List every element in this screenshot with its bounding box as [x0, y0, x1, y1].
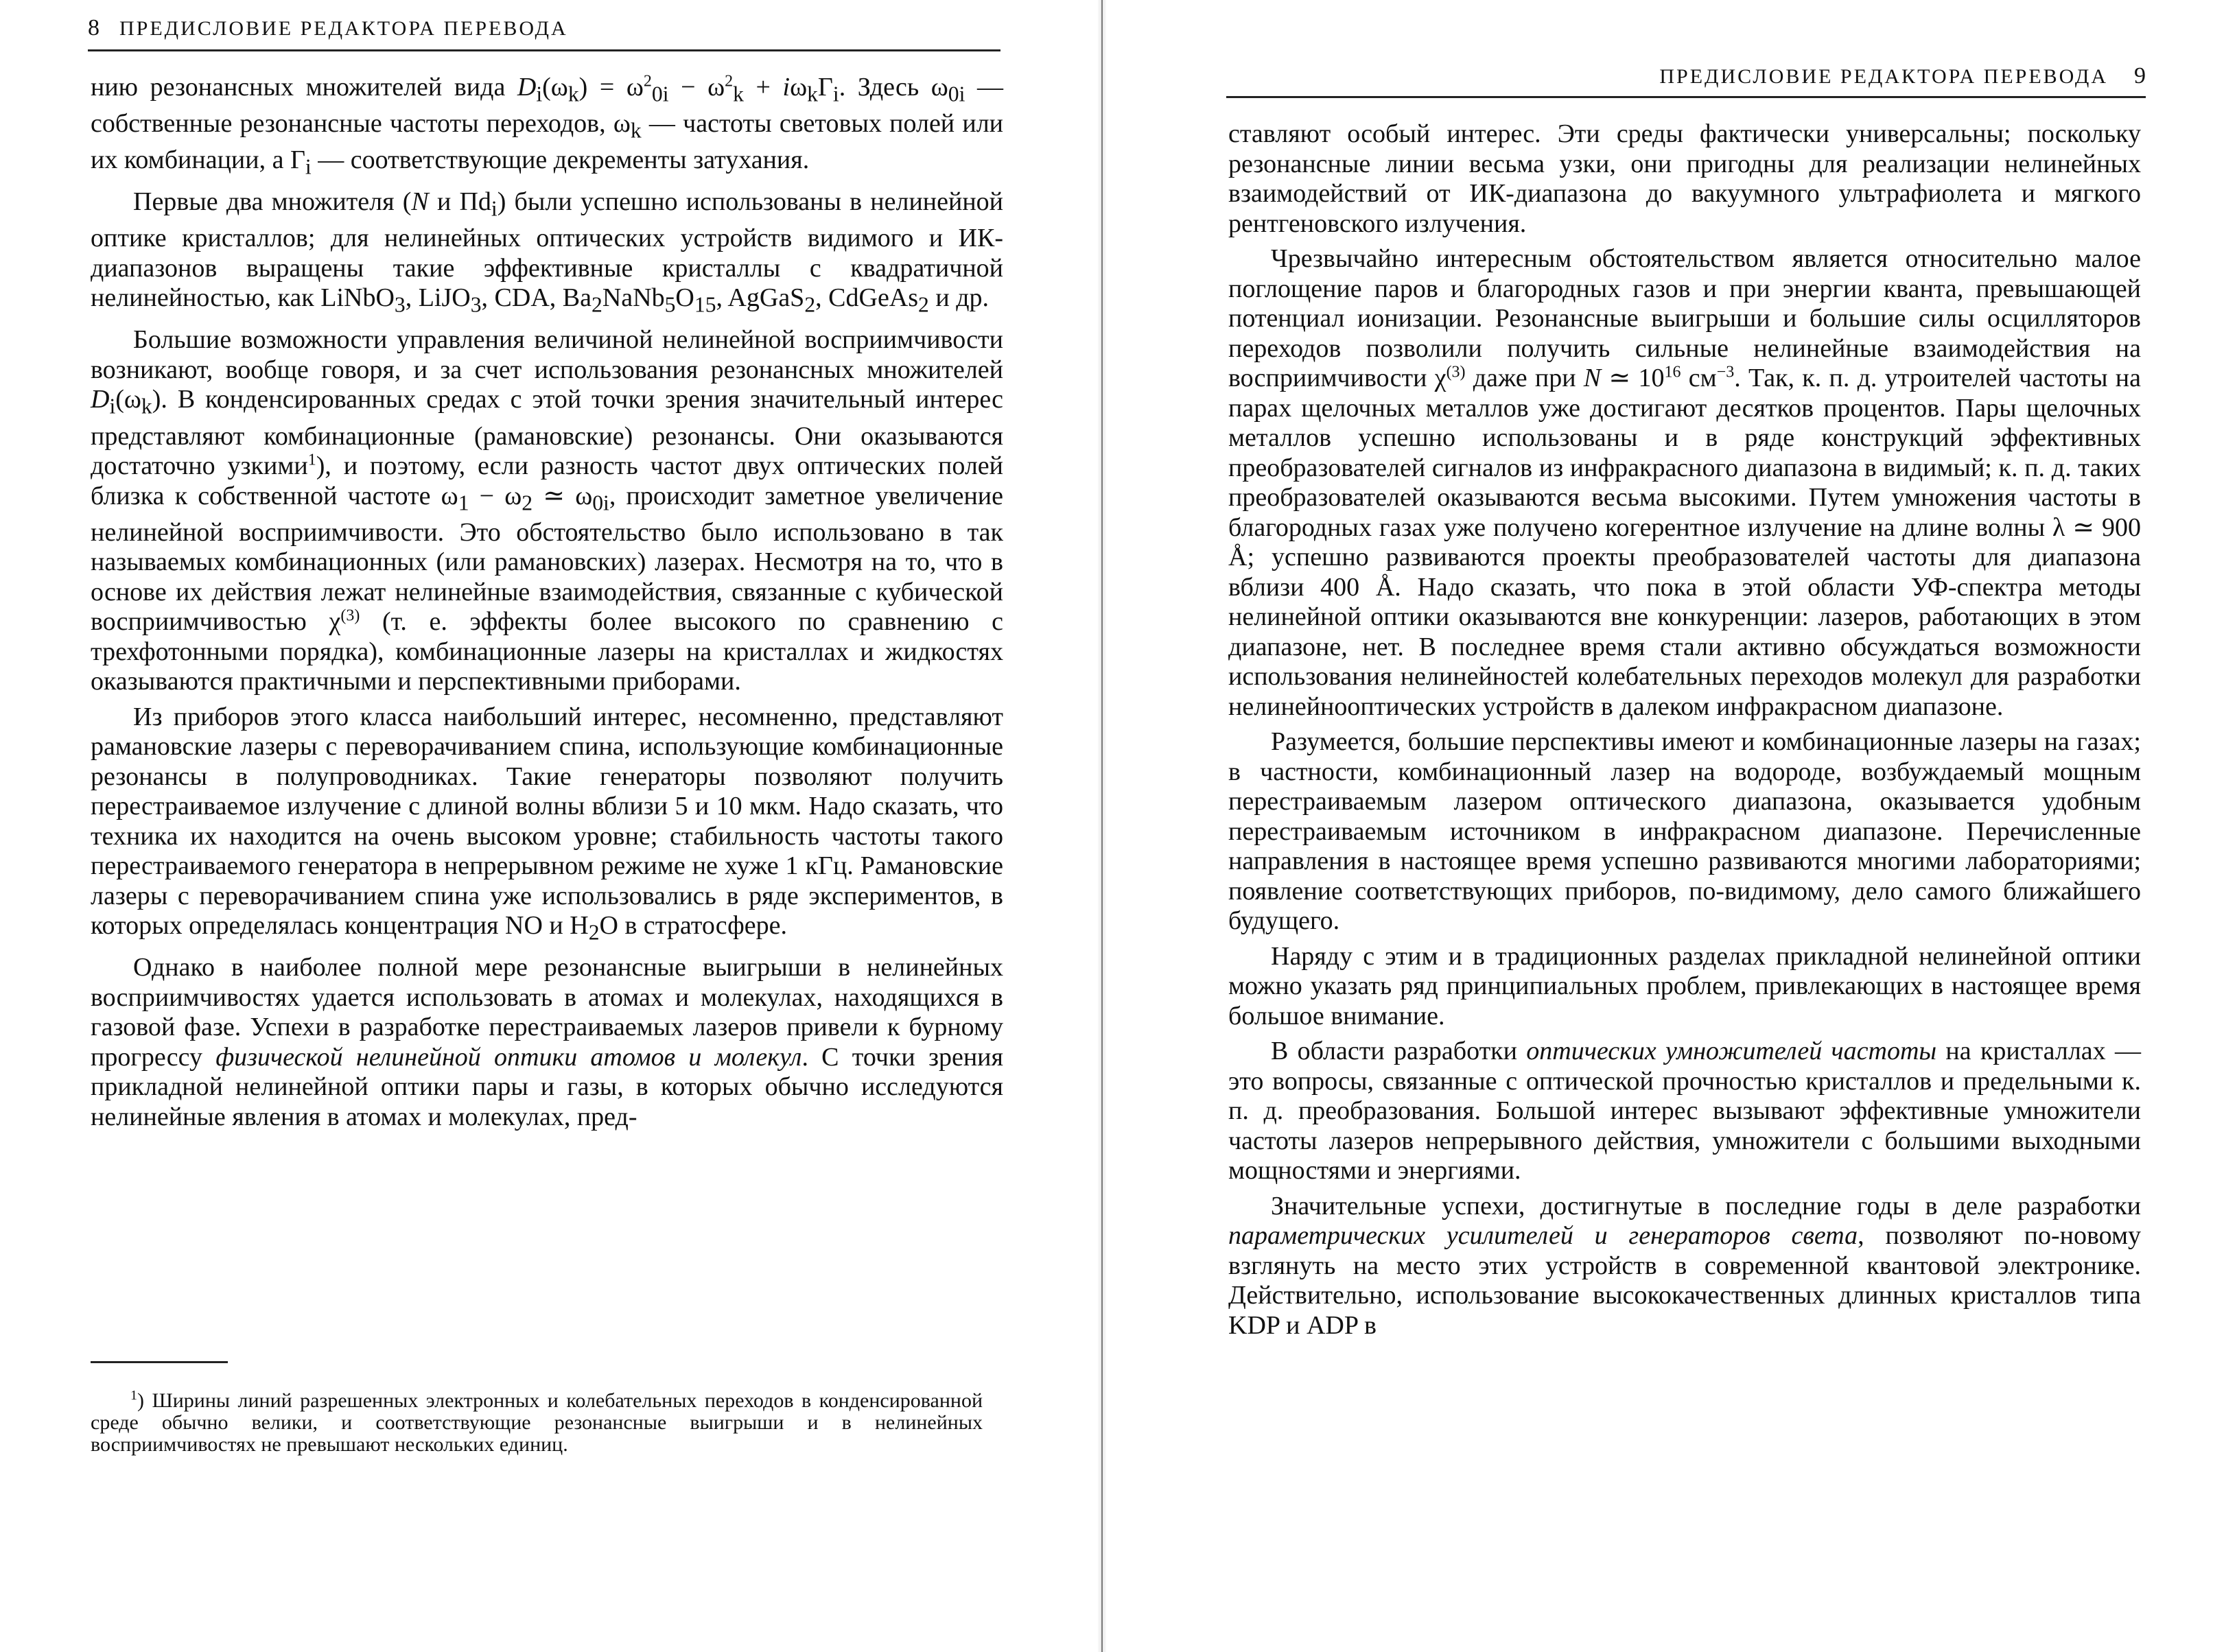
text-run: В области разработки [1271, 1037, 1527, 1065]
text-run: даже при [1465, 364, 1584, 392]
text-run: ) были успешно использованы в нелинейной оптике кристаллов; для нелинейных оптических устройств видимого и ИК-диапазонов выращены такие эффективные кристаллы с квадратичной нелинейностью, как LiNbO [91, 187, 1003, 313]
text-run: Большие возможности управления величиной нелинейной восприимчивости возникают, вообще говоря, и за счет использования резонансных множителей [91, 325, 1003, 384]
text-run: − ω [668, 73, 725, 102]
right-body-text [1228, 119, 2141, 1346]
left-head-rule [88, 49, 1000, 51]
text-run: O [675, 283, 694, 313]
subscript: k [807, 82, 818, 106]
text-run: ) = ω [578, 73, 644, 102]
subscript: i [109, 394, 116, 419]
paragraph [1228, 244, 2141, 722]
superscript: 1 [307, 451, 316, 469]
subscript: i [832, 82, 839, 106]
paragraph [1228, 1037, 2141, 1186]
subscript: i [536, 82, 543, 106]
text-run: (ω [542, 73, 568, 102]
paragraph [91, 953, 1003, 1132]
subscript: 5 [664, 292, 676, 317]
subscript: k [567, 82, 579, 106]
text-run: ). В конденсированных средах с этой точки зрения значительный интерес представляют комбинационные (рамановские) резонансы. Они оказываются достаточно узкими [91, 385, 1003, 481]
subscript: i [305, 154, 312, 179]
text-run: . Так, к. п. д. утроителей частоты на парах щелочных металлов уже достигают десятков процентов. Пары щелочных металлов успешно использованы и в ряде конструкций эффективных преобразователей сигналов из инфракрасного диапазона в видимый; к. п. д. таких преобразователей оказываются весьма высокими. Путем умножения частоты в благородных газах уже получено когерентное излучение на длине волны λ ≃ 900 Å; успешно развиваются проекты преобразователей частоты для диапазона вблизи 400 Å. Надо сказать, что пока в этой области УФ-спектра методы нелинейной оптики оказываются вне конкуренции: лазеров, работающих в этом диапазоне, нет. В последнее время стали активно обсуждаться возможности использования нелинейностей колебательных переходов молекул для разработки нелинейнооптических устройств в далеком инфракрасном диапазоне. [1228, 364, 2142, 721]
text-run: NaNb [602, 283, 665, 313]
text-run: (ω [115, 385, 141, 414]
paragraph [91, 703, 1003, 948]
superscript: 16 [1664, 363, 1681, 381]
text-run: — соответствующие декременты затухания. [311, 145, 810, 175]
subscript: 0i [948, 82, 965, 106]
text-run: — собственные резонансные частоты переходов, ω [91, 73, 1003, 139]
right-running-head [1659, 63, 2148, 89]
text-run: нию резонансных множителей вида [91, 73, 517, 102]
paragraph [1228, 119, 2141, 239]
text-run: Наряду с этим и в традиционных разделах прикладной нелинейной оптики можно указать ряд принципиальных проблем, привлекающих в настоящее время большое внимание. [1228, 941, 2141, 1030]
subscript: 15 [694, 292, 716, 317]
text-run: ) Ширины линий разрешенных электронных и колебательных переходов в конденсированной среде обычно велики, и соответствующие резонансные выигрыши и в нелинейных восприимчивостях не превышают нескольких единиц. [91, 1389, 983, 1456]
text-run: — частоты световых полей или их комбинации, а Γ [91, 109, 1003, 175]
italic-text: D [517, 73, 537, 102]
text-run: и Πd [428, 187, 491, 217]
text-run: Из приборов этого класса наибольший интерес, несомненно, представляют рамановские лазеры с переворачиванием спина, использующие комбинационные резонансы в полупроводниках. Такие генераторы позволяют получить перестраиваемое излучение с длиной волны вблизи 5 и 10 мкм. Надо сказать, что техника их находится на очень высоком уровне; стабильность частоты такого перестраиваемого генератора в непрерывном режиме не хуже 1 кГц. Рамановские лазеры с переворачиванием спина уже использовались в ряде экспериментов, в которых определялась концентрация NO и H [91, 702, 1003, 941]
paragraph [1228, 942, 2141, 1032]
left-page [0, 0, 1098, 1652]
text-run: , происходит заметное увеличение нелинейной восприимчивости. Это обстоятельство было использовано в так называемых комбинационных (или рамановских) лазерах. Несмотря на то, что в основе их действия лежат нелинейные взаимодействия, связанные с кубической восприимчивостью χ [91, 481, 1003, 637]
text-run: см [1681, 364, 1717, 392]
right-page [1106, 0, 2213, 1652]
text-run: . С точки зрения прикладной нелинейной оптики пары и газы, в которых обычно исследуются нелинейные явления в атомах и молекулах, пред- [91, 1042, 1003, 1131]
text-run: Чрезвычайно интересным обстоятельством является относительно малое поглощение паров и благородных газов и при энергии кванта, превышающей потенциал ионизации. Резонансные выигрыши и большие силы осцилляторов переходов позволили получить сильные нелинейные взаимодействия на восприимчивости χ [1228, 244, 2141, 392]
italic-text: параметрических усилителей и генераторов света [1228, 1221, 1858, 1250]
superscript: 2 [643, 72, 652, 91]
subscript: 3 [394, 292, 406, 317]
paragraph [91, 187, 1003, 320]
text-run: ставляют особый интерес. Эти среды фактически универсальны; поскольку резонансные линии весьма узки, они пригодны для реализации нелинейных взаимодействий от ИК-диапазона до вакуумного ультрафиолета и мягкого рентгеновского излучения. [1228, 119, 2141, 238]
footnote [91, 1390, 983, 1456]
subscript: i [491, 196, 497, 221]
text-run: ≃ ω [532, 481, 593, 510]
subscript: k [630, 118, 642, 143]
italic-text: оптических умножителей частоты [1526, 1037, 1937, 1065]
text-run: на кристаллах — это вопросы, связанные с оптической прочностью кристаллов и предельными к. п. д. преобразования. Большой интерес вызывают эффективные умножители частоты лазеров непрерывного действия, умножители с большими выходными мощностями и энергиями. [1228, 1037, 2141, 1185]
subscript: 3 [470, 292, 482, 317]
italic-text: D [91, 385, 110, 414]
italic-text: физической нелинейной оптики атомов и молекул [215, 1042, 802, 1072]
subscript: 2 [804, 292, 816, 317]
text-run: , AgGaS [716, 283, 805, 313]
left-running-head-title: ПРЕДИСЛОВИЕ РЕДАКТОРА ПЕРЕВОДА [119, 17, 568, 40]
text-run: , LiJO [405, 283, 471, 313]
footnote-rule [91, 1361, 228, 1363]
right-running-head-title: ПРЕДИСЛОВИЕ РЕДАКТОРА ПЕРЕВОДА [1659, 65, 2108, 88]
subscript: k [141, 394, 152, 419]
right-page-number: 9 [2134, 63, 2148, 88]
text-run: ), и поэтому, если разность частот двух оптических полей близка к собственной частоте ω [91, 451, 1003, 510]
left-running-head [88, 15, 568, 41]
text-run: и др. [928, 283, 990, 313]
text-run: (т. е. эффекты более высокого по сравнению с трехфотонными порядка), комбинационные лазеры на кристаллах и жидкостях оказываются практичными и перспективными приборами. [91, 607, 1003, 696]
text-run: ω [790, 73, 808, 102]
subscript: 1 [458, 491, 469, 515]
left-body-text [91, 73, 1003, 1137]
subscript: 0i [651, 82, 669, 106]
text-run: − ω [469, 481, 522, 510]
subscript: 2 [588, 920, 600, 945]
text-run: Разумеется, большие перспективы имеют и комбинационные лазеры на газах; в частности, комбинационный лазер на водороде, возбуждаемый мощным перестраиваемым лазером оптического диапазона, оказывается удобным перестраиваемым источником в инфракрасном диапазоне. Перечисленные направления в настоящее время успешно развиваются многими лабораториями; появление соответствующих приборов, по-видимому, дело самого ближайшего будущего. [1228, 727, 2141, 935]
paragraph [91, 325, 1003, 696]
paragraph [91, 73, 1003, 182]
italic-text: N [411, 187, 429, 217]
text-run: Γ [817, 73, 833, 102]
left-page-number: 8 [88, 15, 102, 40]
superscript: 1 [130, 1388, 137, 1403]
superscript: −3 [1716, 363, 1735, 381]
text-run: , позволяют по-новому взглянуть на место этих устройств в современной квантовой электронике. Действительно, использование высококачественных длинных кристаллов типа KDP и ADP в [1228, 1221, 2142, 1340]
text-run: , CdGeAs [815, 283, 919, 313]
paragraph [1228, 1192, 2141, 1341]
subscript: 2 [592, 292, 602, 317]
italic-text: i [782, 73, 791, 102]
superscript: 2 [725, 72, 734, 91]
paragraph [1228, 727, 2141, 936]
subscript: 2 [918, 292, 929, 317]
subscript: 2 [522, 491, 533, 515]
right-head-rule [1226, 96, 2146, 98]
book-gutter [1098, 0, 1106, 1652]
text-run: O в стратосфере. [599, 911, 787, 941]
subscript: k [733, 82, 744, 106]
text-run: Первые два множителя ( [133, 187, 412, 217]
text-run: + [743, 73, 783, 102]
italic-text: N [1583, 364, 1602, 392]
text-run: ≃ 10 [1601, 364, 1665, 392]
text-run: , CDA, Ba [481, 283, 592, 313]
text-run: Значительные успехи, достигнутые в последние годы в деле разработки [1271, 1191, 2141, 1220]
text-run: . Здесь ω [839, 73, 948, 102]
subscript: 0i [592, 491, 609, 515]
superscript: (3) [340, 606, 360, 625]
superscript: (3) [1446, 363, 1466, 381]
text-run: Однако в наиболее полной мере резонансные выигрыши в нелинейных восприимчивостях удается использовать в атомах и молекулах, находящихся в газовой фазе. Успехи в разработке перестраиваемых лазеров привели к бурному прогрессу [91, 953, 1003, 1072]
